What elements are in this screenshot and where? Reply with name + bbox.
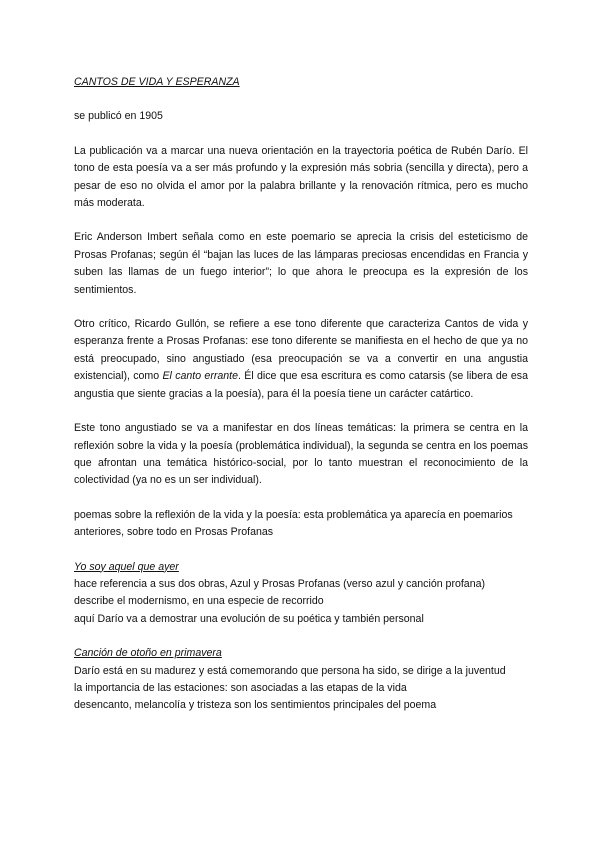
- paragraph-anderson-imbert: Eric Anderson Imbert señala como en este poemario se aprecia la crisis del esteticismo de Prosas Profanas; según él “bajan las luces de las lámparas preciosas encendidas en Francia y suben las llamas de un fuego interior”; lo que ahora le preocupa es la expresión de los sentimientos.: [74, 231, 528, 296]
- section-yo-soy-aquel: [74, 559, 528, 629]
- section-yo-soy-aquel-line: aquí Darío va a demostrar una evolución de su poética y también personal: [74, 612, 424, 625]
- document-page: [74, 74, 528, 715]
- section-cancion-otono: [74, 645, 528, 715]
- paragraph-reflection-poems: poemas sobre la reflexión de la vida y la poesía: esta problemática ya aparecía en poemarios anteriores, sobre todo en Prosas Profanas: [74, 508, 513, 539]
- paragraph-gullon-text-before: Otro crítico, Ricardo Gullón, se refiere a ese tono diferente que caracteriza Cantos de vida y esperanza frente a Prosas Profanas: ese tono diferente se manifiesta en el hecho de que ya no está preocupado, sino angustiado (esa preocupación se va a convertir en una angustia existencial), como: [74, 318, 528, 383]
- paragraph-gullon: [74, 316, 528, 403]
- publication-date: se publicó en 1905: [74, 110, 163, 123]
- paragraph-gullon-italic-title: El canto errante: [162, 370, 238, 383]
- document-title: CANTOS DE VIDA Y ESPERANZA: [74, 76, 240, 88]
- section-cancion-otono-line: desencanto, melancolía y tristeza son los sentimientos principales del poema: [74, 699, 437, 712]
- paragraph-thematic-lines: Este tono angustiado se va a manifestar en dos líneas temáticas: la primera se centra en la reflexión sobre la vida y la poesía (problemática individual), la segunda se centra en los poemas que afrontan una temática histórico-social, por lo tanto muestran el reconocimiento de la colectividad (ya no es un ser individual).: [74, 422, 528, 487]
- paragraph-gullon-text-after: . Él dice que esa escritura es como catarsis (se libera de esa angustia que siente gracias a la poesía), para él la poesía tiene un carácter catártico.: [74, 370, 528, 400]
- paragraph-new-orientation: La publicación va a marcar una nueva orientación en la trayectoria poética de Rubén Darío. El tono de esta poesía va a ser más profundo y la expresión más sobria (sencilla y directa), pero a pesar de eso no olvida el amor por la palabra brillante y la renovación rítmica, pero es mucho más moderata.: [74, 144, 528, 210]
- section-cancion-otono-line: Darío está en su madurez y está comemorando que persona ha sido, se dirige a la juventud: [74, 664, 506, 677]
- section-yo-soy-aquel-heading: Yo soy aquel que ayer: [74, 560, 179, 573]
- section-cancion-otono-line: la importancia de las estaciones: son asociadas a las etapas de la vida: [74, 681, 407, 694]
- section-yo-soy-aquel-line: describe el modernismo, en una especie de recorrido: [74, 595, 324, 608]
- section-yo-soy-aquel-line: hace referencia a sus dos obras, Azul y Prosas Profanas (verso azul y canción profana): [74, 577, 486, 590]
- section-cancion-otono-heading: Canción de otoño en primavera: [74, 647, 222, 660]
